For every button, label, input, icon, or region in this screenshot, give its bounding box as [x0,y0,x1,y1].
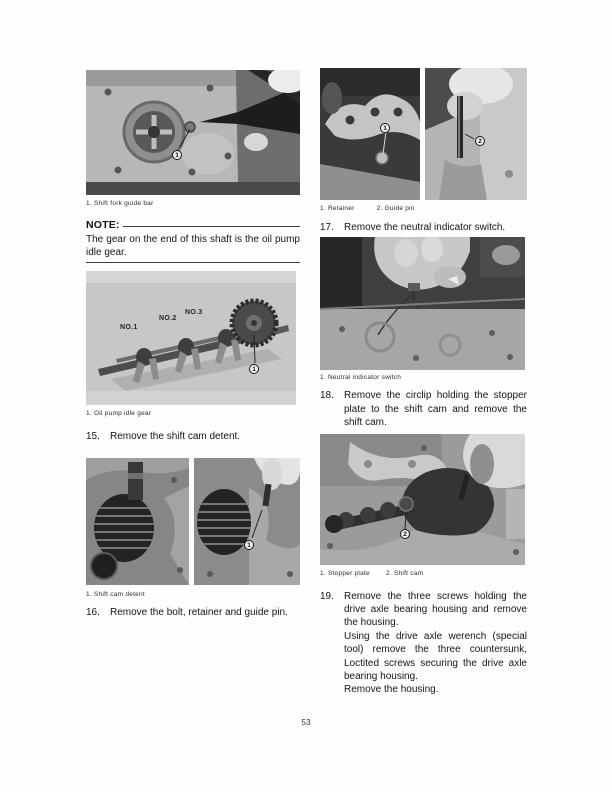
callout-marker-1: 1 [380,123,390,133]
step-text: Remove the neutral indicator switch. [344,222,506,233]
caption-item-guide-pin: 2. Guide pin [376,205,415,212]
figure-retainer-guide-pin [320,68,527,200]
callout-marker-2: 2 [475,136,485,146]
page-number: 53 [301,717,311,727]
step-number: 15. [86,431,100,442]
figure-caption-shift-fork-guide-bar: 1. Shift fork guide bar [86,200,154,207]
step-number: 19. [320,590,334,602]
step-text: Remove the shift cam detent. [110,431,241,442]
right-column [320,68,527,697]
figure-stopper-plate-shift-cam [320,434,527,565]
figure-caption-retainer-guide-pin [320,205,527,212]
figure-caption-shift-cam-detent: 1. Shift cam detent [86,591,145,599]
photo-neutral-indicator-switch [320,237,525,370]
photo-shift-cam-detent-left [86,458,189,585]
step-15 [86,430,300,443]
step-text [344,590,527,697]
note-header [86,219,300,231]
callout-marker-1: 1 [249,364,259,374]
step-number: 16. [86,607,100,619]
callout-marker-2: 2 [400,529,410,539]
photo-shift-cam-detent-right [194,458,300,585]
step-number: 18. [320,390,334,402]
figure-caption-neutral-indicator-switch: 1. Neutral indicator switch [320,374,402,382]
left-column [86,70,300,620]
figure-neutral-indicator-switch [320,237,527,370]
step-number: 17. [320,222,334,233]
callout-marker-1: 1 [172,150,182,160]
figure-caption-stopper-plate-shift-cam [320,570,527,577]
figure-caption-oil-pump-idle-gear: 1. Oil pump idle gear [86,410,152,417]
step-paragraph: Using the drive axle werench (special tool) remove the three countersunk, Loctited screws securing the drive axle bearing housing. [344,630,527,683]
step-19 [320,590,527,697]
figure-shift-fork-guide-bar [86,70,300,195]
step-18 [320,389,527,429]
photo-shift-fork-shaft [86,271,296,405]
callout-marker-1: 1 [244,540,254,550]
caption-item-retainer: 1. Retainer [320,205,355,212]
photo-stopper-plate-shift-cam [320,434,525,565]
step-16 [86,606,300,619]
figure-shift-cam-detent [86,458,300,585]
photo-guide-pin [425,68,527,200]
note-rule [123,226,300,227]
caption-item-shift-cam: 2. Shift cam [385,569,424,577]
step-17 [320,221,527,234]
step-paragraph: Remove the housing. [344,684,439,696]
photo-retainer [320,68,420,200]
step-text: Remove the bolt, retainer and guide pin. [110,607,288,619]
caption-item-stopper-plate: 1. Stopper plate [320,569,370,577]
note-label: NOTE: [86,219,120,231]
fork-label-no2: NO.2 [159,315,177,322]
figure-oil-pump-idle-gear [86,271,300,405]
note-box [86,219,300,263]
step-text: Remove the circlip holding the stopper plate to the shift cam and remove the shift cam. [344,390,527,429]
step-paragraph: Remove the three screws holding the drive axle bearing housing and remove the housing. [344,590,527,629]
fork-label-no3: NO.3 [185,309,203,316]
photo-shift-fork-guide-bar [86,70,300,195]
note-text: The gear on the end of this shaft is the oil pump idle gear. [86,234,300,258]
fork-label-no1: NO.1 [120,324,138,331]
